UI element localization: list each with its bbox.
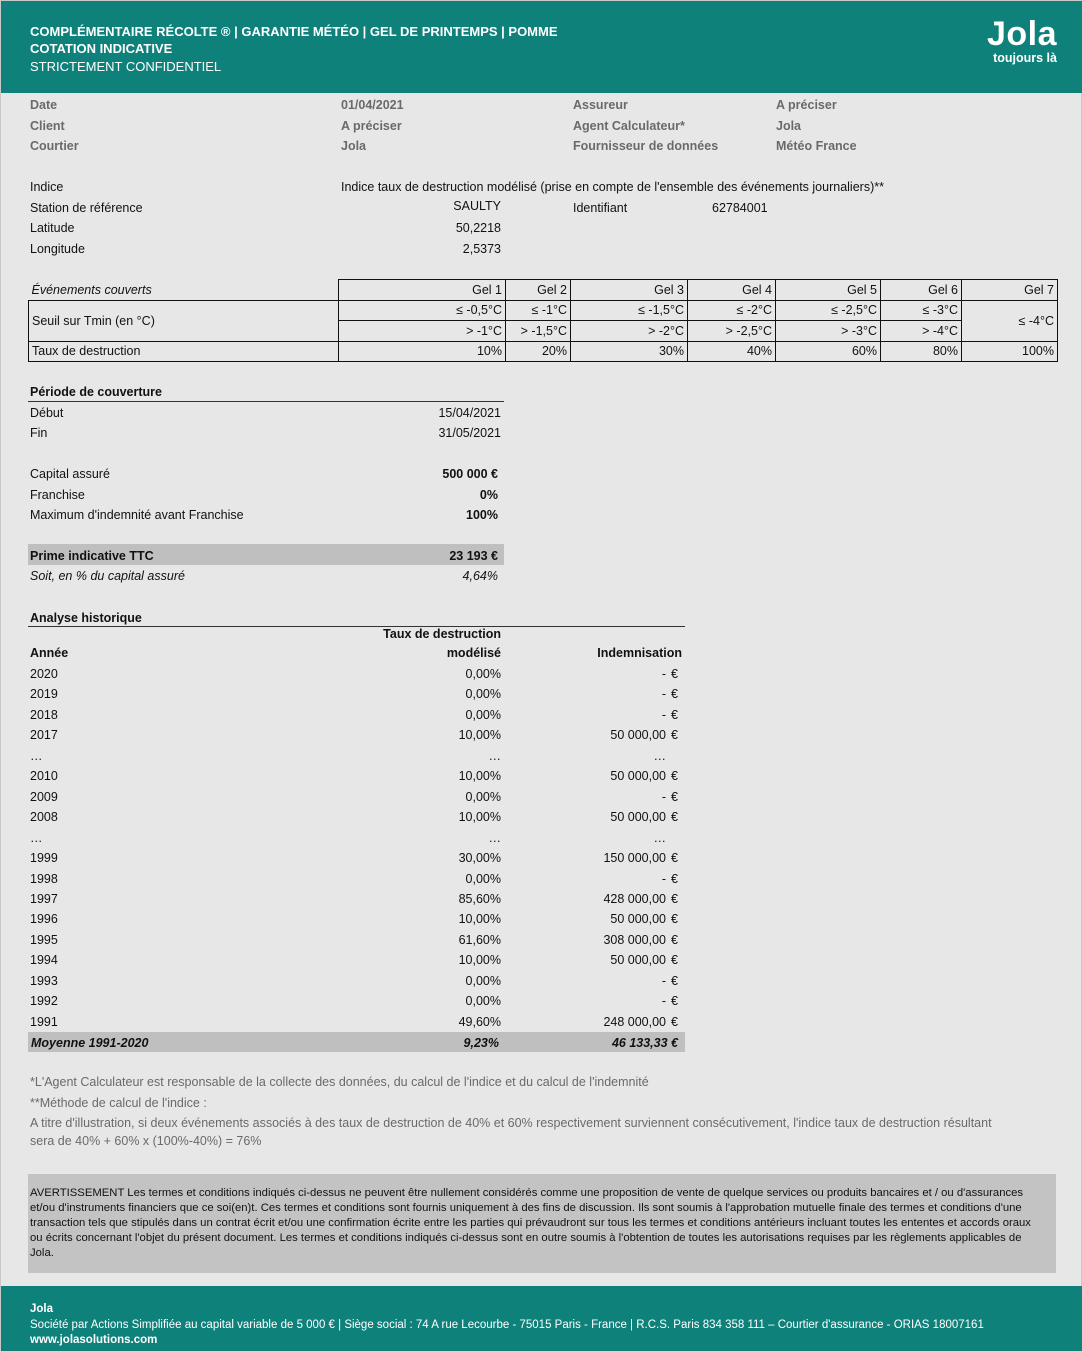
taux-value: 40% xyxy=(688,341,776,362)
fournisseur-label: Fournisseur de données xyxy=(573,139,719,153)
disclaimer-text: AVERTISSEMENT Les termes et conditions indiqués ci-dessus ne peuvent être nullement considérés comme une proposition de vente de quelque services ou produits bancaires et / ou d'assurances et/ou d'instruments financiers que ce soi(en)t. Ces termes et conditions sont fournis uniquement à des fins de discussion. Ils sont soumis à l'approbation mutuelle finale des termes et conditions d'une transaction tels que stipulés dans un contrat écrit et/ou une confirmation écrite entre les parties qui prévaudront sur tous les termes et conditions antérieurs incluant toutes les ententes et accords oraux ou écrits concernant l'objet du présent document. Les termes et conditions indiqués ci-dessus sont en outre soumis à l'obtention de toutes les autorisations requises par les règlements applicables de Jola. xyxy=(30,1187,1031,1259)
history-year: … xyxy=(30,749,43,763)
history-currency: € xyxy=(671,708,678,722)
average-label: Moyenne 1991-2020 xyxy=(31,1036,149,1050)
history-indemnisation: … xyxy=(653,831,666,845)
history-currency: € xyxy=(671,667,678,681)
date-value: 01/04/2021 xyxy=(341,98,404,112)
prime-label: Prime indicative TTC xyxy=(30,549,154,563)
agent-value: Jola xyxy=(776,119,802,133)
history-currency: € xyxy=(671,851,678,865)
courtier-label: Courtier xyxy=(30,139,79,153)
history-indemnisation: 248 000,00 xyxy=(603,1015,666,1029)
debut-value: 15/04/2021 xyxy=(438,406,501,420)
assureur-value: A préciser xyxy=(776,98,837,112)
history-indemnisation: - xyxy=(661,708,666,722)
indice-value: Indice taux de destruction modélisé (prise en compte de l'ensemble des événements journaliers)** xyxy=(341,180,884,194)
latitude-label: Latitude xyxy=(30,221,75,235)
history-year: 1992 xyxy=(30,994,58,1008)
history-taux: 85,60% xyxy=(458,892,501,906)
courtier-value: Jola xyxy=(341,139,367,153)
seuil-upper: ≤ -0,5°C xyxy=(339,300,506,321)
history-year: 2019 xyxy=(30,687,58,701)
history-taux: 61,60% xyxy=(458,933,501,947)
history-taux: 10,00% xyxy=(458,810,501,824)
seuil-lower: > -2,5°C xyxy=(688,321,776,342)
footer-company: Jola xyxy=(30,1303,54,1315)
note-illustration-1: A titre d'illustration, si deux événements associés à des taux de destruction de 40% et 60% respectivement surviennent consécutivement, l'indice taux de destruction résultant xyxy=(30,1116,992,1130)
seuil-upper: ≤ -4°C xyxy=(962,300,1058,341)
franchise-value: 0% xyxy=(479,488,498,502)
history-indemnisation: 308 000,00 xyxy=(603,933,666,947)
history-year: 2010 xyxy=(30,769,58,783)
seuil-lower: > -3°C xyxy=(776,321,881,342)
gel-name: Gel 3 xyxy=(571,280,688,301)
taux-row xyxy=(29,341,1058,362)
logo-name: Jola xyxy=(986,15,1057,53)
indice-label: Indice xyxy=(30,180,64,194)
taux-value: 80% xyxy=(881,341,962,362)
coverage-divider xyxy=(28,401,504,402)
history-taux: 30,00% xyxy=(458,851,501,865)
station-value: SAULTY xyxy=(453,199,501,213)
seuil-upper: ≤ -1°C xyxy=(506,300,571,321)
disclaimer-box xyxy=(28,1174,1056,1273)
history-year: 1995 xyxy=(30,933,58,947)
history-taux: 10,00% xyxy=(458,769,501,783)
history-year: 2009 xyxy=(30,790,58,804)
history-currency: € xyxy=(671,810,678,824)
fin-value: 31/05/2021 xyxy=(438,426,501,440)
note-method: **Méthode de calcul de l'indice : xyxy=(30,1096,207,1110)
history-taux: 0,00% xyxy=(465,687,501,701)
history-year: 2017 xyxy=(30,728,58,742)
header-title: COMPLÉMENTAIRE RÉCOLTE ® | GARANTIE MÉTÉO | GEL DE PRINTEMPS | POMME xyxy=(30,24,558,39)
history-year: 1991 xyxy=(30,1015,58,1029)
capital-label: Capital assuré xyxy=(30,467,110,481)
gel-name: Gel 5 xyxy=(776,280,881,301)
prime-value: 23 193 € xyxy=(449,549,498,563)
events-header-row xyxy=(29,280,1058,301)
seuil-upper: ≤ -1,5°C xyxy=(571,300,688,321)
client-label: Client xyxy=(30,119,65,133)
franchise-label: Franchise xyxy=(30,488,85,502)
latitude-value: 50,2218 xyxy=(455,221,501,235)
history-currency: € xyxy=(671,974,678,988)
history-currency: € xyxy=(671,790,678,804)
history-year: … xyxy=(30,831,43,845)
history-taux: 0,00% xyxy=(465,667,501,681)
seuil-label: Seuil sur Tmin (en °C) xyxy=(29,300,339,341)
debut-label: Début xyxy=(30,406,64,420)
logo-tagline: toujours là xyxy=(993,51,1057,65)
seuil-upper: ≤ -3°C xyxy=(881,300,962,321)
history-year: 1999 xyxy=(30,851,58,865)
history-currency: € xyxy=(671,769,678,783)
taux-value: 20% xyxy=(506,341,571,362)
taux-value: 100% xyxy=(962,341,1058,362)
average-indemnisation: 46 133,33 € xyxy=(611,1036,678,1050)
history-currency: € xyxy=(671,728,678,742)
history-indemnisation: 50 000,00 xyxy=(610,769,666,783)
history-taux: … xyxy=(488,831,501,845)
history-currency: € xyxy=(671,872,678,886)
longitude-label: Longitude xyxy=(30,242,85,256)
header-subtitle: COTATION INDICATIVE xyxy=(30,41,173,56)
gel-name: Gel 6 xyxy=(881,280,962,301)
col-taux-header-line2: modélisé xyxy=(446,646,501,660)
prime-percent-label: Soit, en % du capital assuré xyxy=(30,569,185,583)
assureur-label: Assureur xyxy=(573,98,628,112)
gel-name: Gel 7 xyxy=(962,280,1058,301)
jola-logo xyxy=(987,16,1057,65)
date-label: Date xyxy=(30,98,58,112)
history-currency: € xyxy=(671,994,678,1008)
events-table xyxy=(28,279,1058,362)
note-illustration-2: sera de 40% + 60% x (100%-40%) = 76% xyxy=(30,1134,262,1148)
header-confidential: STRICTEMENT CONFIDENTIEL xyxy=(30,59,222,74)
history-year: 1997 xyxy=(30,892,58,906)
fin-label: Fin xyxy=(30,426,48,440)
seuil-lower: > -4°C xyxy=(881,321,962,342)
history-year: 1993 xyxy=(30,974,58,988)
gel-name: Gel 1 xyxy=(339,280,506,301)
note-agent: *L'Agent Calculateur est responsable de la collecte des données, du calcul de l'indice et du calcul de l'indemnité xyxy=(30,1075,649,1089)
history-taux: 0,00% xyxy=(465,872,501,886)
station-label: Station de référence xyxy=(30,201,143,215)
events-covered-label: Événements couverts xyxy=(29,280,339,301)
history-year: 1998 xyxy=(30,872,58,886)
average-taux: 9,23% xyxy=(463,1036,499,1050)
history-taux: 0,00% xyxy=(465,974,501,988)
history-year: 2008 xyxy=(30,810,58,824)
history-indemnisation: - xyxy=(661,790,666,804)
history-taux: 49,60% xyxy=(458,1015,501,1029)
history-taux: 10,00% xyxy=(458,728,501,742)
header-banner xyxy=(1,1,1082,93)
taux-value: 30% xyxy=(571,341,688,362)
seuil-upper: ≤ -2°C xyxy=(688,300,776,321)
history-currency: € xyxy=(671,1015,678,1029)
history-taux: 0,00% xyxy=(465,994,501,1008)
history-indemnisation: 50 000,00 xyxy=(610,953,666,967)
agent-label: Agent Calculateur* xyxy=(573,119,685,133)
col-indemnisation-header: Indemnisation xyxy=(597,646,682,660)
history-indemnisation: 428 000,00 xyxy=(603,892,666,906)
seuil-upper: ≤ -2,5°C xyxy=(776,300,881,321)
footer-banner xyxy=(1,1286,1082,1351)
seuil-lower: > -2°C xyxy=(571,321,688,342)
gel-name: Gel 2 xyxy=(506,280,571,301)
history-indemnisation: 50 000,00 xyxy=(610,810,666,824)
coverage-title: Période de couverture xyxy=(30,385,162,399)
fournisseur-value: Météo France xyxy=(776,139,857,153)
longitude-value: 2,5373 xyxy=(462,242,501,256)
taux-label: Taux de destruction xyxy=(29,341,339,362)
identifiant-label: Identifiant xyxy=(573,201,628,215)
taux-value: 10% xyxy=(339,341,506,362)
history-indemnisation: - xyxy=(661,872,666,886)
capital-value: 500 000 € xyxy=(442,467,498,481)
history-indemnisation: 50 000,00 xyxy=(610,728,666,742)
client-value: A préciser xyxy=(341,119,402,133)
history-indemnisation: - xyxy=(661,667,666,681)
gel-name: Gel 4 xyxy=(688,280,776,301)
taux-value: 60% xyxy=(776,341,881,362)
history-year: 2018 xyxy=(30,708,58,722)
history-year: 2020 xyxy=(30,667,58,681)
history-indemnisation: - xyxy=(661,994,666,1008)
history-indemnisation: 150 000,00 xyxy=(603,851,666,865)
max-indemnite-label: Maximum d'indemnité avant Franchise xyxy=(30,508,244,522)
history-taux: 0,00% xyxy=(465,708,501,722)
col-taux-header-line1: Taux de destruction xyxy=(383,627,501,641)
history-currency: € xyxy=(671,953,678,967)
history-currency: € xyxy=(671,687,678,701)
footer-website-link[interactable]: www.jolasolutions.com xyxy=(30,1334,158,1346)
history-indemnisation: 50 000,00 xyxy=(610,912,666,926)
history-currency: € xyxy=(671,933,678,947)
history-currency: € xyxy=(671,892,678,906)
prime-percent-value: 4,64% xyxy=(462,569,498,583)
history-title: Analyse historique xyxy=(30,611,142,625)
history-indemnisation: … xyxy=(653,749,666,763)
history-year: 1996 xyxy=(30,912,58,926)
history-year: 1994 xyxy=(30,953,58,967)
history-taux: 10,00% xyxy=(458,912,501,926)
max-indemnite-value: 100% xyxy=(466,508,498,522)
history-taux: 10,00% xyxy=(458,953,501,967)
identifiant-value: 62784001 xyxy=(712,201,768,215)
seuil-lower: > -1,5°C xyxy=(506,321,571,342)
history-taux: … xyxy=(488,749,501,763)
history-indemnisation: - xyxy=(661,687,666,701)
footer-legal: Société par Actions Simplifiée au capital variable de 5 000 € | Siège social : 74 A rue Lecourbe - 75015 Paris - France | R.C.S. Paris 834 358 111 – Courtier d'assurance - ORIAS 18007161 xyxy=(30,1319,984,1331)
seuil-lower: > -1°C xyxy=(339,321,506,342)
history-taux: 0,00% xyxy=(465,790,501,804)
seuil-upper-row xyxy=(29,300,1058,321)
history-indemnisation: - xyxy=(661,974,666,988)
col-year-header: Année xyxy=(30,646,69,660)
history-currency: € xyxy=(671,912,678,926)
